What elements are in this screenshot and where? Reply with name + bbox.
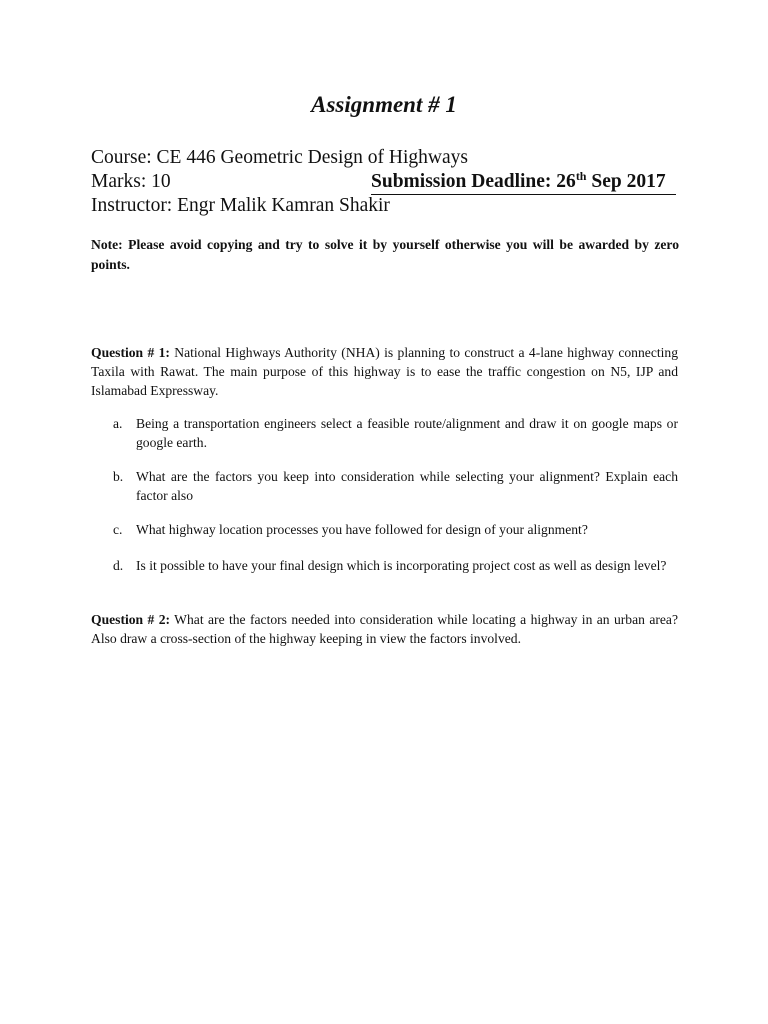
deadline-prefix: Submission Deadline: 26 bbox=[371, 171, 576, 192]
course-line: Course: CE 446 Geometric Design of Highways bbox=[91, 147, 468, 168]
question-1-part-c bbox=[113, 520, 678, 539]
question-1-part-b bbox=[113, 467, 678, 505]
question-2-label: Question # 2: bbox=[91, 612, 171, 627]
question-1 bbox=[91, 343, 678, 401]
note-text: Note: Please avoid copying and try to solve it by yourself otherwise you will be awarded by zero points. bbox=[91, 237, 679, 272]
question-1-text: National Highways Authority (NHA) is planning to construct a 4-lane highway connecting Taxila with Rawat. The main purpose of this highway is to ease the traffic congestion on N5, IJP and Islamabad Expressway. bbox=[91, 345, 678, 399]
part-b-letter: b. bbox=[113, 469, 124, 484]
deadline-superscript: th bbox=[575, 169, 587, 183]
instructor-line: Instructor: Engr Malik Kamran Shakir bbox=[91, 195, 390, 216]
assignment-title: Assignment # 1 bbox=[311, 92, 457, 117]
question-2-text: What are the factors needed into consideration while locating a highway in an urban area? Also draw a cross-section of the highway keeping in view the factors involved. bbox=[91, 612, 678, 647]
part-a-text: Being a transportation engineers select a feasible route/alignment and draw it on google maps or google earth. bbox=[136, 416, 678, 451]
part-d-letter: d. bbox=[113, 558, 124, 573]
question-1-label: Question # 1: bbox=[91, 345, 170, 360]
deadline-suffix: Sep 2017 bbox=[586, 171, 666, 192]
submission-deadline bbox=[371, 170, 676, 195]
question-2 bbox=[91, 610, 678, 648]
part-a-letter: a. bbox=[113, 416, 123, 431]
question-1-part-a bbox=[113, 414, 678, 452]
part-b-text: What are the factors you keep into consideration while selecting your alignment? Explain each factor also bbox=[136, 469, 678, 504]
part-d-text: Is it possible to have your final design which is incorporating project cost as well as design level? bbox=[136, 558, 667, 573]
marks-line: Marks: 10 bbox=[91, 171, 171, 192]
question-1-part-d bbox=[113, 556, 678, 575]
part-c-text: What highway location processes you have followed for design of your alignment? bbox=[136, 522, 588, 537]
part-c-letter: c. bbox=[113, 522, 123, 537]
